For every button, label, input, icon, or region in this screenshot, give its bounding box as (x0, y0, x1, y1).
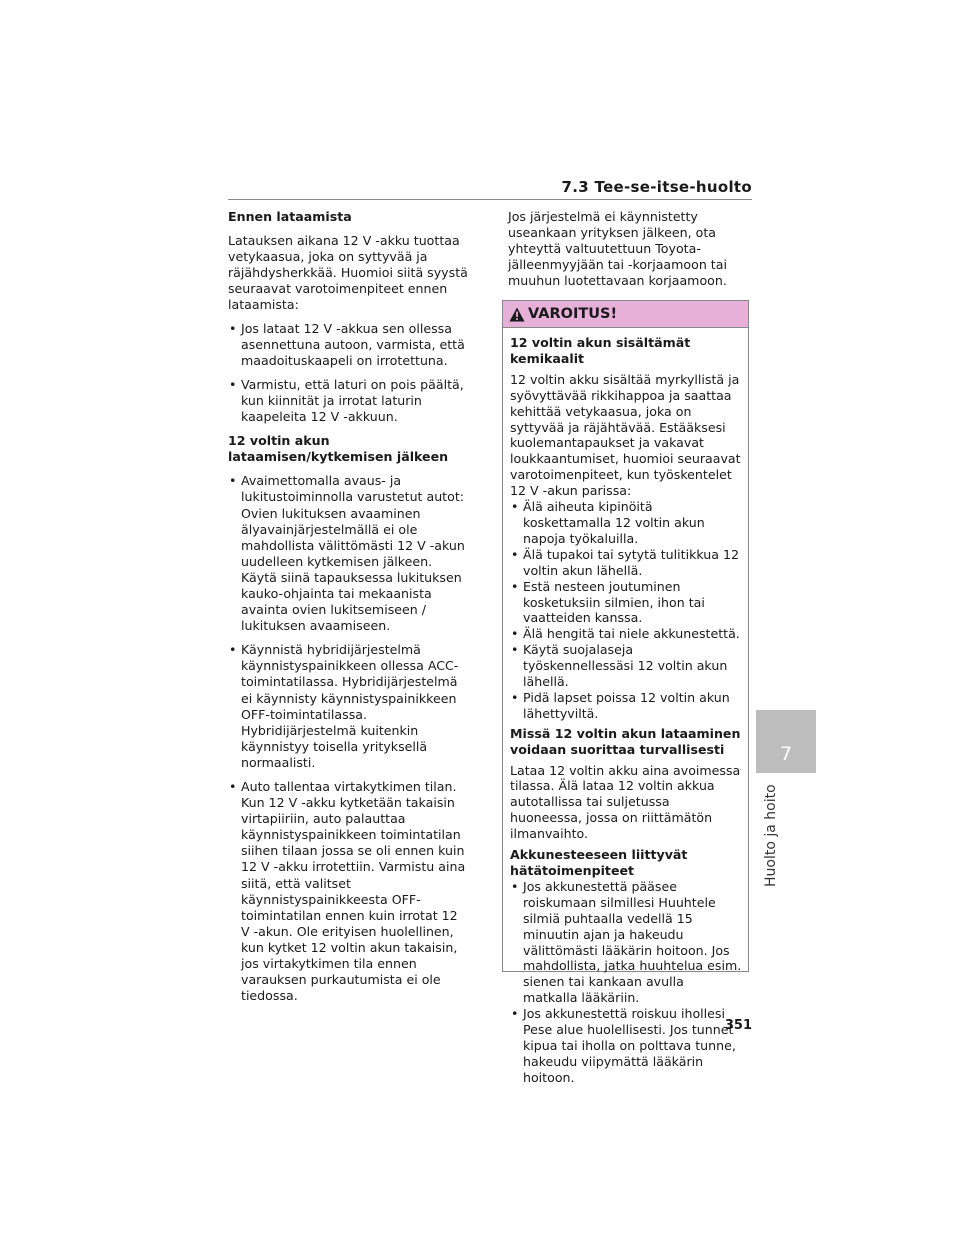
section-title: 7.3 Tee-se-itse-huolto (561, 178, 752, 196)
charging-intro: Latauksen aikana 12 V -akku tuottaa vetykaasua, joka on syttyvää ja räjähdysherkkää. Huomioi siitä syystä seuraavat varotoimenpiteet ennen lataamista: (228, 233, 468, 313)
list-item: • Jos akkunestettä roiskuu ihollesi Pese alue huolellisesti. Jos tunnet kipua tai iholla on polttava tunne, hakeudu viipymättä lääkärin hoitoon. (510, 1006, 742, 1086)
chapter-label: Huolto ja hoito (763, 784, 779, 887)
charging-precautions-list (228, 321, 468, 426)
warning-chemicals-paragraph: 12 voltin akku sisältää myrkyllistä ja syövyttävää rikkihappoa ja saattaa kehittää vetykaasua, joka on syttyvää ja räjähtävää. Estääksesi kuolemantapaukset ja vakavat loukkaantumiset, huomioi seuraavat varotoimenpiteet, kun työskentelet 12 V -akun parissa: (510, 371, 741, 499)
list-item: • Pidä lapset poissa 12 voltin akun lähettyviltä. (510, 690, 742, 722)
page-number: 351 (724, 1018, 752, 1033)
list-item: • Avaimettomalla avaus- ja lukitustoiminnolla varustetut autot: Ovien lukituksen avaaminen älyavainjärjestelmällä ei ole mahdollista välittömästi 12 V -akun uudelleen kytkemisen jälkeen. Käytä siinä tapauksessa lukituksen kauko-ohjainta tai mekaanista avainta ovien lukitsemiseen / lukituksen avaamiseen. (228, 473, 468, 634)
list-item: • Jos lataat 12 V -akkua sen ollessa asennettuna autoon, varmista, että maadoituskaapeli on irrotettuna. (228, 321, 468, 369)
list-item: • Käynnistä hybridijärjestelmä käynnistyspainikkeen ollessa ACC-toimintatilassa. Hybridijärjestelmä ei käynnisty käynnistyspainikkeen OFF-toimintatilassa. Hybridijärjestelmä kuitenkin käynnistyy toisella yrityksellä normaalisti. (228, 642, 468, 771)
left-column (228, 209, 468, 1012)
list-item: • Estä nesteen joutuminen kosketuksiin silmien, ihon tai vaatteiden kanssa. (510, 579, 742, 627)
warning-header (503, 301, 748, 328)
warning-emergency-list (510, 879, 742, 1086)
warning-heading-emergency: Akkunesteeseen liittyvät hätätoimenpiteet (510, 847, 688, 878)
warning-title: VAROITUS! (528, 306, 618, 322)
chapter-number: 7 (779, 743, 793, 765)
right-column-intro (508, 209, 754, 296)
warning-heading-chemicals: 12 voltin akun sisältämät kemikaalit (510, 335, 691, 366)
list-item: • Varmistu, että laturi on pois päältä, kun kiinnität ja irrotat laturin kaapeleita 12 V -akkuun. (228, 377, 468, 425)
warning-icon (509, 307, 525, 322)
heading-before-charging: Ennen lataamista (228, 209, 352, 224)
list-item: • Älä aiheuta kipinöitä koskettamalla 12 voltin akun napoja työkaluilla. (510, 499, 742, 547)
warning-heading-safe-charging: Missä 12 voltin akun lataaminen voidaan suorittaa turvallisesti (510, 725, 741, 757)
dealer-contact-paragraph: Jos järjestelmä ei käynnistetty useankaan yrityksen jälkeen, ota yhteyttä valtuutettuun Toyota-jälleenmyyjään tai -korjaamoon tai muuhun luotettavaan korjaamoon. (508, 209, 727, 289)
chapter-tab (756, 710, 816, 773)
chapter-side-label (763, 784, 783, 887)
list-item: • Älä hengitä tai niele akkunestettä. (510, 626, 742, 642)
list-item: • Käytä suojalaseja työskennellessäsi 12 voltin akun lähellä. (510, 642, 742, 690)
warning-safe-charging-paragraph: Lataa 12 voltin akku aina avoimessa tilassa. Älä lataa 12 voltin akkua autotallissa tai suljetussa huoneessa, jossa on riittämätön ilmanvaihto. (510, 762, 741, 842)
header-divider (228, 199, 752, 200)
list-item: • Älä tupakoi tai sytytä tulitikkua 12 voltin akun lähellä. (510, 547, 742, 579)
warning-chemicals-list (510, 499, 742, 722)
list-item: • Jos akkunestettä pääsee roiskumaan silmillesi Huuhtele silmiä puhtaalla vedellä 15 minuutin ajan ja hakeudu välittömästi lääkärin hoitoon. Jos mahdollista, jatka huuhtelua esim. sienen tai kankaan avulla matkalla lääkäriin. (510, 879, 742, 1006)
list-item: • Auto tallentaa virtakytkimen tilan. Kun 12 V -akku kytketään takaisin virtapiiriin, auto palauttaa käynnistyspainikkeen toimintatilan siihen tilaan jossa se oli ennen kuin 12 V -akku irrotettiin. Varmistu aina siitä, että valitset käynnistyspainikkeesta OFF-toimintatilan ennen kuin irrotat 12 V -akun. Ole erityisen huolellinen, kun kytket 12 voltin akun takaisin, jos virtakytkimen tila ennen varauksen purkautumista ei ole tiedossa. (228, 779, 468, 1004)
after-connecting-list (228, 473, 468, 1004)
heading-after-connecting: 12 voltin akun lataamisen/kytkemisen jälkeen (228, 433, 449, 465)
